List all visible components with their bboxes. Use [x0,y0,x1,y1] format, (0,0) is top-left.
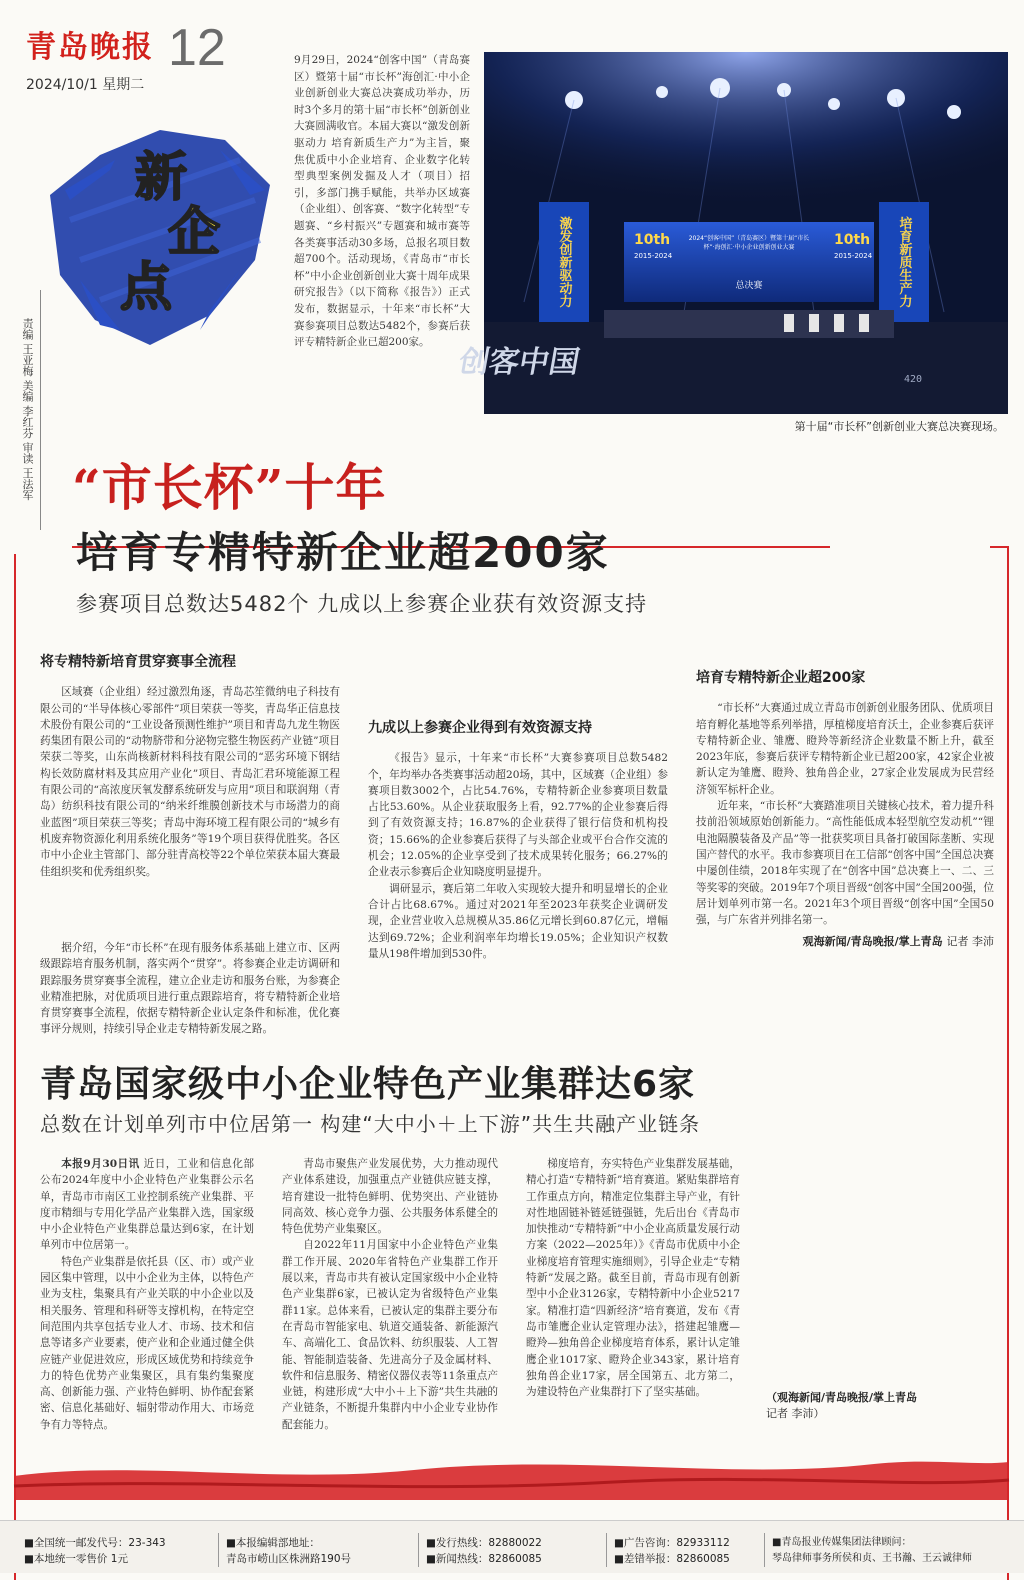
photo-caption: 第十届“市长杯”创新创业大赛总决赛现场。 [794,420,1004,433]
footer-cell-1 [24,1535,166,1567]
article1-byline-source: 观海新闻/青岛晚报/掌上青岛 [802,935,943,949]
article1-byline [696,934,994,950]
article1-section1-head: 将专精特新培育贯穿赛事全流程 [40,654,236,670]
article1-section2-p1: 《报告》显示，十年来“市长杯”大赛参赛项目总数5482个，年均举办各类赛事活动超20场，其中，区域赛（企业组）参赛项目数3002个，占比54.76%，专精特新企业参赛项目数量占比53.60%。从企业获取服务上看，92.77%的企业参赛后得到了有效资源支持；16.87%的企业获得了银行信贷和机构投资；15.66%的企业参赛后获得了与头部企业或平台合作交流的机会；12.05%的企业享受到了技术成果转化服务；66.27%的企业表示参赛后企业知晓度明显提升。 [368,752,668,879]
article1-section1-p1: 区域赛（企业组）经过激烈角逐，青岛芯笙微纳电子科技有限公司的“半导体核心零部件”项目荣获一等奖，青岛华正信息技术股份有限公司的“工业设备预测性维护”项目和青岛九龙生物医药集团有限公司的“动物脐带和分泌物完整生物医药产业链”项目荣获二等奖，山东尚核新材料科技有限公司的“恶劣环境下钢结构长效防腐材料及其应用产业化”项目、青岛汇君环境能源工程有限公司的“高浓度厌氧发酵系统研发与应用”项目和联润翔（青岛）纺织科技有限公司的“纳米纤维膜创新技术与市场潜力的商业蓝图”项目荣获三等奖；青岛中海环境工程有限公司的“城乡有机废弃物资源化利用系统化服务”等19个项目获得优胜奖。各区市中小企业主管部门、部分驻青高校等22个单位荣获本届大赛最佳组织奖和优秀组织奖。 [40,686,340,878]
article1-byline-reporter: 记者 李沛 [946,935,994,949]
article2-p3: 青岛市聚焦产业发展优势，大力推动现代产业体系建设，加强重点产业链供应链支撑，培育建设一批特色鲜明、优势突出、产业链协同高效、核心竞争力强、公共服务体系健全的特色优势产业集聚区。 [282,1158,498,1236]
article1-headline-kicker: “市长杯”十年 [72,458,387,517]
article2-p4: 自2022年11月国家中小企业特色产业集群工作开展、2020年省特色产业集群工作开展以来，青岛市共有被认定国家级中小企业特色产业集群6家，已被认定为省级特色产业集群11家。总体来看，已被认定的集群主要分布在青岛市智能家电、轨道交通装备、新能源汽车、高端化工、食品饮料、纺织服装、人工智能、智能制造装备、先进高分子及金属材料、软件和信息服务、精密仪器仪表等11条重点产业链，构建形成“大中小＋上下游”共生共融的产业链条，不断提升集群内中小企业专业协作配套能力。 [282,1239,498,1431]
page-footer [0,1520,1024,1573]
bottom-red-brush [14,1440,1009,1500]
issue-date: 2024/10/1 星期二 [26,77,145,93]
footer-ad-hotline: ■广告咨询：82933112 [614,1537,730,1549]
article1-section3-p1: “市长杯”大赛通过成立青岛市创新创业服务团队、优质项目培育孵化基地等系列举措，厚植梯度培育沃土，企业参赛后获评专精特新企业、雏鹰、瞪羚等新经济企业数量不断上升，截至2023年底，参赛后获评专精特新企业已超200家，42家企业被新认定为雏鹰、瞪羚、独角兽企业，27家企业发展成为民营经济领军标杆企业。 [696,702,994,796]
footer-address-label: ■本报编辑部地址： [226,1537,320,1549]
stage-slogan: 创客中国 [456,345,583,380]
footer-address: 青岛市崂山区株洲路190号 [226,1553,352,1565]
column-logo-char-1: 新 [135,148,188,208]
intro-paragraph: 9月29日，2024“创客中国”（青岛赛区）暨第十届“市长杯”海创汇·中小企业创新创业大赛总决赛成功举办，历时3个多月的第十届“市长杯”创新创业大赛圆满收官。本届大赛以“激发创新驱动力 培育新质生产力”为主旨，聚焦优质中小企业培育、企业数字化转型典型案例发掘及人才（项目）招引，多部门携手赋能，共举办区域赛（企业组）、创客赛、“数字化转型”专题赛、“乡村振兴”专题赛和城市赛等各类赛事活动30多场，总报名项目数超700个。活动现场，《青岛市“市长杯”中小企业创新创业大赛十周年成果研究报告》（以下简称《报告》）正式发布，数据显示，十年来“市长杯”大赛参赛项目总数达5482个，参赛后获评专精特新企业已超200家。 [294,54,470,349]
editor-credits: 责编 王亚梅 美编 李红芬 审读 王法军 [21,318,34,501]
footer-cell-5 [772,1535,972,1567]
footer-cell-3 [426,1535,542,1567]
event-photo [456,52,1008,414]
column-logo-char-2: 企 [168,203,221,263]
article1-column-3 [696,670,994,951]
footer-sep-2 [418,1533,419,1567]
screen-years-left: 2015-2024 [634,252,673,260]
article2-lead: 本报9月30日讯 [61,1158,140,1170]
article2-column-3 [526,1156,740,1400]
article1-section3-p2: 近年来，“市长杯”大赛踏准项目关键核心技术，着力提升科技前沿领域原始创新能力。“高性能低成本轻型航空发动机”“锂电池隔膜装备及产品”等一批获奖项目具备打破国际垄断、实现国产替代的水平。我市参赛项目在工信部“创客中国”全国总决赛中屡创佳绩，2018年实现了在“创客中国”总决赛上一、二、三等奖零的突破。2019年7个项目晋级“创客中国”全国200强，位居计划单列市第一名。2021年3个项目晋级“创客中国”全国50强，与广东省并列排名第一。 [696,800,994,927]
article2-p5: 梯度培育，夯实特色产业集群发展基础，精心打造“专精特新”培育赛道。紧贴集群培育工作重点方向，精准定位集群主导产业，有针对性地固链补链延链强链，先后出台《青岛市加快推动“专精特新”中小企业高质量发展行动方案（2022—2025年）》《青岛市优质中小企业梯度培育管理实施细则》，引导企业走“专精特新”发展之路。截至目前，青岛市现有创新型中小企业3126家，专精特新中小企业5217家。精准打造“四新经济”培育赛道，发布《青岛市雏鹰企业认定管理办法》，搭建起雏鹰—瞪羚—独角兽企业梯度培育体系，累计认定雏鹰企业1017家、瞪羚企业343家，累计培育独角兽企业17家，居全国第五、北方第二，为建设特色产业集群打下了坚实基础。 [526,1158,740,1399]
article1-section2-p2: 调研显示，赛后第二年收入实现较大提升和明显增长的企业合计占比68.67%。通过对2021年至2023年获奖企业调研发现，企业营业收入总规模从35.86亿元增长到60.87亿元，增幅达到69.72%；企业利润率年均增长19.05%；企业知识产权数量从198件增加到530件。 [368,882,668,960]
newspaper-masthead: 青岛晚报 [26,30,154,65]
article1-subheadline: 参赛项目总数达5482个 九成以上参赛企业获有效资源支持 [76,592,648,616]
footer-legal-counsel: 琴岛律师事务所侯和贞、王书瀚、王云诚律师 [772,1553,972,1564]
article2-headline: 青岛国家级中小企业特色产业集群达6家 [40,1064,696,1105]
side-divider [40,290,41,530]
page-number: 12 [168,19,226,77]
article1-section3-head: 培育专精特新企业超200家 [696,670,866,686]
article2-column-2 [282,1156,498,1433]
footer-news-hotline: ■新闻热线：82860085 [426,1553,542,1565]
article2-byline [766,1390,980,1423]
article1-column-2 [368,720,668,962]
screen-years-right: 2015-2024 [834,252,873,260]
article2-byline-reporter: 记者 李沛） [766,1407,825,1421]
screen-subtitle: 总决赛 [735,281,763,291]
left-banner-text: 激发创新驱动力 [556,216,572,308]
screen-title: 2024“创客中国”（青岛赛区）暨第十届“市长杯”·海创汇·中小企业创新创业大赛 [688,235,810,251]
article1-section2-head: 九成以上参赛企业得到有效资源支持 [368,720,592,736]
footer-distribution-hotline: ■发行热线：82880022 [426,1537,542,1549]
frame-gap-right [830,538,990,554]
article2-column-4 [766,1390,980,1423]
frame-gap-left [0,538,72,554]
screen-badge-left: 10th [634,232,671,248]
footer-cell-4 [614,1535,730,1567]
footer-postal-code: ■全国统一邮发代号：23-343 [24,1537,166,1549]
article2-p2: 特色产业集群是依托县（区、市）或产业园区集中管理，以中小企业为主体，以特色产业为支柱，集聚具有产业关联的中小企业以及相关服务、管理和科研等支撑机构，在特定空间范围内共享包括专业人才、市场、技术和信息等诸多产业要素，使产业和企业通过健全供应链产业促进效应，形成区域优势和持续竞争力的特色优势产业集聚区，具有集约集聚度高、创新能力强、产业特色鲜明、协作配套紧密、信息化基础好、辐射带动作用大、市场竞争有力等特点。 [40,1255,254,1431]
right-banner-text: 培育新质生产力 [896,216,912,308]
article1-column-1 [40,654,340,880]
stage-illustration [456,52,1008,414]
article2-column-1 [40,1156,254,1433]
footer-sep-3 [606,1533,607,1567]
footer-sep-4 [764,1533,765,1567]
article1-headline-main: 培育专精特新企业超200家 [76,528,610,577]
article1-column-1b [40,940,340,1038]
footer-sep-1 [218,1533,219,1567]
footer-retail-price: ■本地统一零售价 1元 [24,1553,128,1565]
article2-byline-source: （观海新闻/青岛晚报/掌上青岛 [766,1391,918,1404]
stage-counter: 420 [904,374,923,385]
footer-legal-label: ■青岛报业传媒集团法律顾问： [772,1537,912,1548]
screen-badge-right: 10th [834,232,871,248]
column-logo-char-3: 点 [120,258,173,318]
article1-section1-p2: 据介绍，今年“市长杯”在现有服务体系基础上建立市、区两级跟踪培育服务机制，落实两个“贯穿”。将参赛企业走访调研和跟踪服务贯穿赛事全流程，建立企业走访和服务台账，为参赛企业精准把脉，对优质项目进行重点跟踪培育，将专精特新企业培育贯穿赛事全流程，依据专精特新企业认定条件和标准，优化赛事评分规则，持续引导企业走专精特新发展之路。 [40,942,340,1036]
column-logo [40,100,280,360]
article2-p1: 近日，工业和信息化部公布2024年度中小企业特色产业集群公示名单，青岛市市南区工业控制系统产业集群、平度市精细与专用化学品产业集群入选，国家级中小企业特色产业集群总量达到6家，在计划单列市中位居第一。 [40,1158,254,1252]
article2-subheadline: 总数在计划单列市中位居第一 构建“大中小＋上下游”共生共融产业链条 [40,1112,701,1136]
footer-error-report: ■差错举报：82860085 [614,1553,730,1565]
footer-cell-2 [226,1535,351,1567]
